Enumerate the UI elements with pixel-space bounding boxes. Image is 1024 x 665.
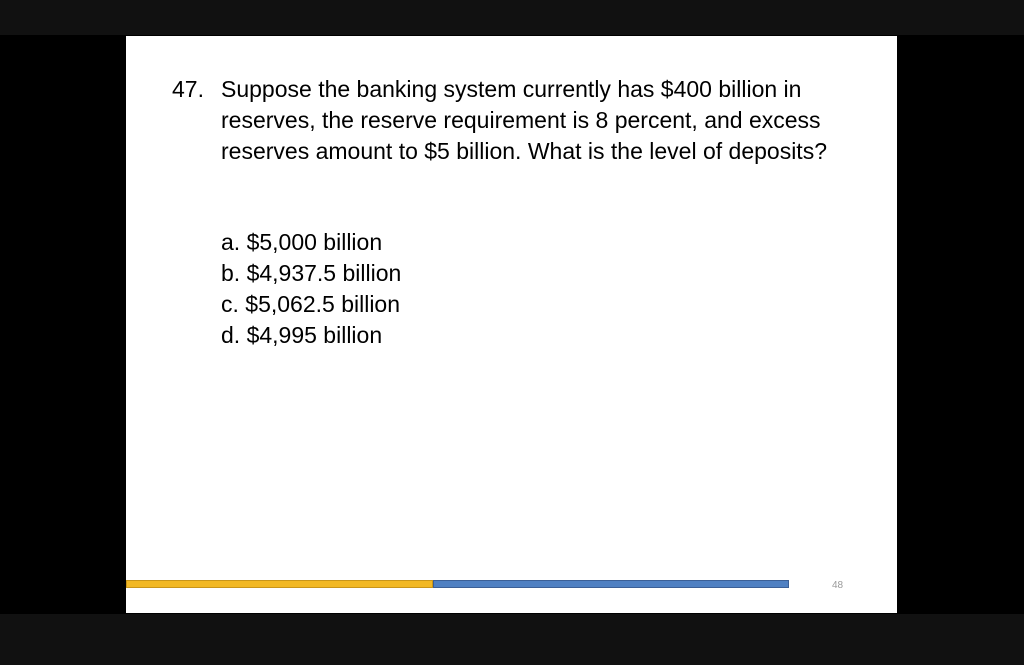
question-number: 47. (172, 76, 204, 102)
question (172, 74, 852, 167)
progress-remaining (433, 580, 789, 588)
slide-page-number: 48 (832, 580, 844, 591)
question-text: Suppose the banking system currently has $400 billion in reserves, the reserve requirement is 8 percent, and excess reserves amount to $5 billion. What is the level of deposits? (221, 76, 827, 164)
slide-progress-bar (126, 580, 789, 588)
choice-a: a. $5,000 billion (221, 229, 383, 255)
progress-completed (126, 580, 433, 588)
choice-c: c. $5,062.5 billion (221, 291, 401, 317)
answer-choices (221, 227, 401, 351)
viewer-bottom-bar (0, 614, 1024, 665)
viewer-top-bar (0, 0, 1024, 35)
choice-d: d. $4,995 billion (221, 322, 383, 348)
choice-b: b. $4,937.5 billion (221, 260, 402, 286)
slide[interactable] (126, 36, 897, 613)
